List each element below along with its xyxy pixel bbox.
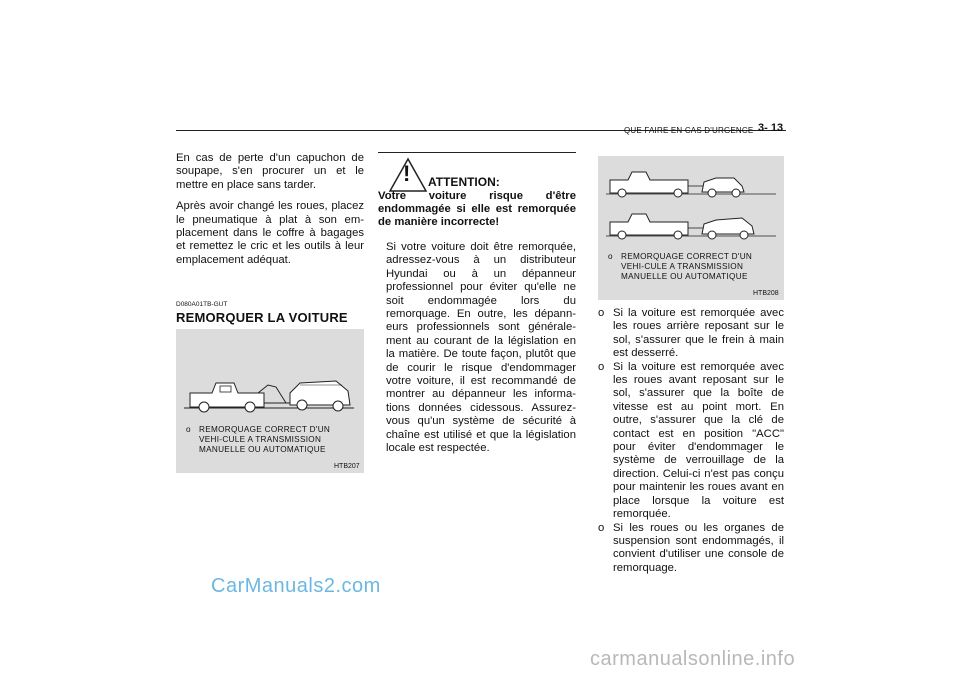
list-item-text: Si la voiture est remorquée avec les roues arrière reposant sur le sol, s'assurer que le frein à main est desserré. bbox=[613, 307, 784, 360]
page-number: 3- 13 bbox=[758, 122, 784, 134]
figure-htb207 bbox=[176, 329, 364, 473]
paragraph-after-change: Après avoir changé les roues, placez le pneumatique à plat à son em-placement dans le coffre à bagages et remettez le cric et les outils à leur emplacement adéquat. bbox=[176, 200, 364, 266]
warning-symbol: ! bbox=[403, 161, 411, 186]
towing-conditions-list bbox=[598, 307, 784, 575]
attention-text: Votre voiture risque d'être endommagée si elle est remorquée de manière incorrecte! bbox=[378, 190, 576, 228]
list-item bbox=[598, 522, 784, 576]
figure-bullet: o bbox=[608, 252, 613, 261]
list-item-text: Si les roues ou les organes de suspension sont endommagés, il convient d'utiliser une console de remorquage. bbox=[613, 521, 784, 574]
list-bullet: o bbox=[598, 521, 605, 534]
list-item-text: Si la voiture est remorquée avec les roues avant reposant sur le sol, s'assurer que la boîte de vitesse est au point mort. En outre, s'assurer que la clé de contact est en position "ACC" pour éviter d'endommager le système de verrouillage de la direction. Celui-ci n'est pas conçu pour maintenir les roues avant en place lorsque la voiture est remorquée. bbox=[613, 360, 784, 521]
paragraph-valve-cap: En cas de perte d'un capuchon de soupape, s'en procurer un et le mettre en place sans tarder. bbox=[176, 152, 364, 191]
figure-caption: REMORQUAGE CORRECT D'UN VEHI-CULE A TRANSMISSION MANUELLE OU AUTOMATIQUE bbox=[199, 425, 331, 454]
watermark-carmanuals2[interactable]: CarManuals2.com bbox=[211, 575, 381, 597]
list-bullet: o bbox=[598, 307, 605, 319]
towing-paragraph: Si votre voiture doit être remorquée, adressez-vous à un distributeur Hyundai ou à un dépanneur professionnel pour éviter qu'elle ne soit endommagée lors du remorquage. En outre, les dépann-eurs professionnels sont générale-ment au courant de la législation en la matière. De toute façon, plutôt que de courir le risque d'endommager votre voiture, il est recommandé de montrer au dépanneur les informa-tions données cidessous. Assurez-vous qu'un système de sécurité à chaîne est utilisé et que la législation locale est respectée. bbox=[386, 241, 576, 455]
header-section-title: QUE FAIRE EN CAS D'URGENCE bbox=[624, 126, 754, 135]
figure-bullet: o bbox=[186, 425, 191, 434]
section-code: D080A01TB-GUT bbox=[176, 301, 228, 308]
figure-htb208 bbox=[598, 156, 784, 300]
section-heading: REMORQUER LA VOITURE bbox=[176, 310, 348, 325]
list-item bbox=[598, 361, 784, 522]
figure-id: HTB207 bbox=[334, 463, 360, 470]
list-bullet: o bbox=[598, 360, 605, 373]
column-1-text bbox=[176, 152, 364, 267]
list-item bbox=[598, 307, 784, 361]
watermark-carmanualsonline[interactable]: carmanualsonline.info bbox=[590, 648, 796, 670]
figure-id: HTB208 bbox=[753, 290, 779, 297]
attention-title: ATTENTION: bbox=[428, 175, 500, 189]
figure-caption: REMORQUAGE CORRECT D'UN VEHI-CULE A TRANSMISSION MANUELLE OU AUTOMATIQUE bbox=[621, 252, 753, 281]
